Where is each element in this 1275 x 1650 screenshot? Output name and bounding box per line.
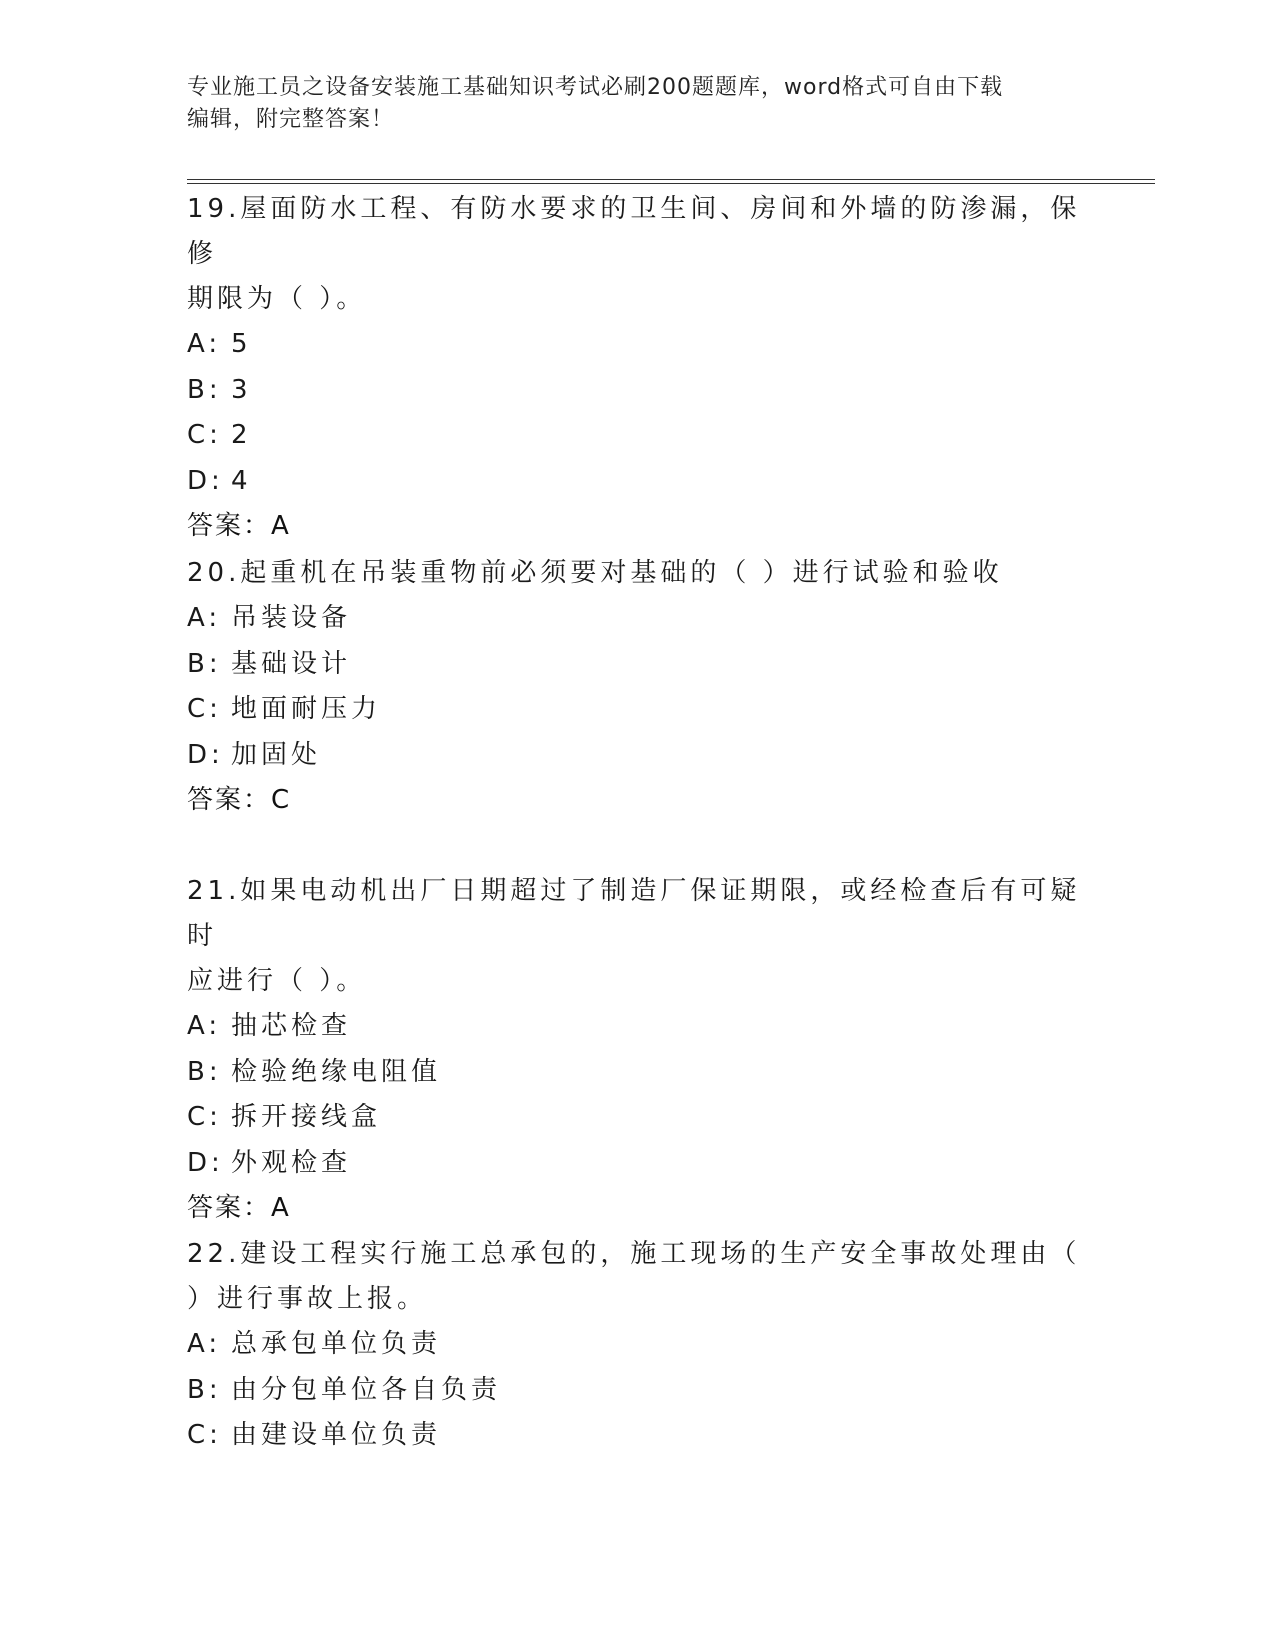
option-c (187, 1095, 1087, 1141)
question-text-line-2: 应进行（ ）。 (187, 966, 367, 996)
option-b (187, 1050, 1087, 1096)
option-letter: C: (187, 694, 222, 724)
option-text: 检验绝缘电阻值 (231, 1056, 442, 1087)
option-b (187, 1368, 1087, 1414)
option-text: 5 (231, 329, 252, 359)
option-text: 2 (231, 420, 252, 450)
option-text: 4 (231, 465, 252, 496)
question-text-line-1: 20.起重机在吊装重物前必须要对基础的（ ）进行试验和验收 (187, 558, 1003, 588)
option-text: 吊装设备 (231, 603, 352, 633)
option-text: 总承包单位负责 (231, 1329, 442, 1359)
option-d (187, 1141, 1087, 1187)
option-c (187, 1413, 1087, 1459)
header-line-1: 专业施工员之设备安装施工基础知识考试必刷200题题库，word格式可自由下载 (187, 75, 1004, 100)
option-text: 抽芯检查 (231, 1011, 352, 1041)
answer-label: 答案：C (187, 785, 292, 815)
header-divider-top (187, 179, 1155, 180)
option-letter: C: (187, 1420, 222, 1450)
option-a (187, 1004, 1087, 1050)
option-b (187, 368, 1087, 414)
option-letter: A: (187, 603, 222, 633)
option-letter: A: (187, 1011, 222, 1041)
option-text: 加固处 (231, 739, 322, 770)
option-text: 基础设计 (231, 648, 352, 679)
question-text-line-1: 22.建设工程实行施工总承包的，施工现场的生产安全事故处理由（ (187, 1239, 1081, 1269)
option-a (187, 1322, 1087, 1368)
question-20 (187, 551, 1087, 822)
option-letter: B: (187, 1056, 222, 1087)
option-letter: C: (187, 420, 222, 450)
answer-label: 答案：A (187, 511, 291, 541)
question-text-line-1: 21.如果电动机出厂日期超过了制造厂保证期限，或经检查后有可疑时 (187, 876, 1081, 951)
option-text: 地面耐压力 (231, 694, 382, 724)
option-letter: B: (187, 648, 222, 679)
option-text: 3 (231, 374, 252, 405)
option-c (187, 687, 1087, 733)
option-letter: B: (187, 374, 222, 405)
option-d (187, 733, 1087, 779)
option-letter: D: (187, 1147, 224, 1178)
option-letter: B: (187, 1374, 222, 1405)
option-letter: A: (187, 1329, 222, 1359)
question-21 (187, 869, 1087, 1230)
option-text: 拆开接线盒 (231, 1102, 382, 1132)
option-a (187, 322, 1087, 368)
header-divider-bottom (187, 183, 1155, 184)
option-letter: D: (187, 739, 224, 770)
option-text: 由分包单位各自负责 (231, 1374, 502, 1405)
option-c (187, 413, 1087, 459)
option-text: 外观检查 (231, 1147, 352, 1178)
question-19 (187, 187, 1087, 548)
question-text-line-2: ）进行事故上报。 (187, 1284, 428, 1314)
option-text: 由建设单位负责 (231, 1420, 442, 1450)
question-22 (187, 1232, 1087, 1459)
option-letter: D: (187, 465, 224, 496)
option-d (187, 459, 1087, 505)
option-letter: C: (187, 1102, 222, 1132)
document-header (187, 72, 1087, 136)
question-text-line-1: 19.屋面防水工程、有防水要求的卫生间、房间和外墙的防渗漏，保修 (187, 194, 1081, 269)
header-line-2: 编辑，附完整答案！ (187, 107, 395, 132)
question-text-line-2: 期限为（ ）。 (187, 284, 367, 314)
option-a (187, 596, 1087, 642)
option-b (187, 642, 1087, 688)
option-letter: A: (187, 329, 222, 359)
answer-label: 答案：A (187, 1193, 291, 1223)
